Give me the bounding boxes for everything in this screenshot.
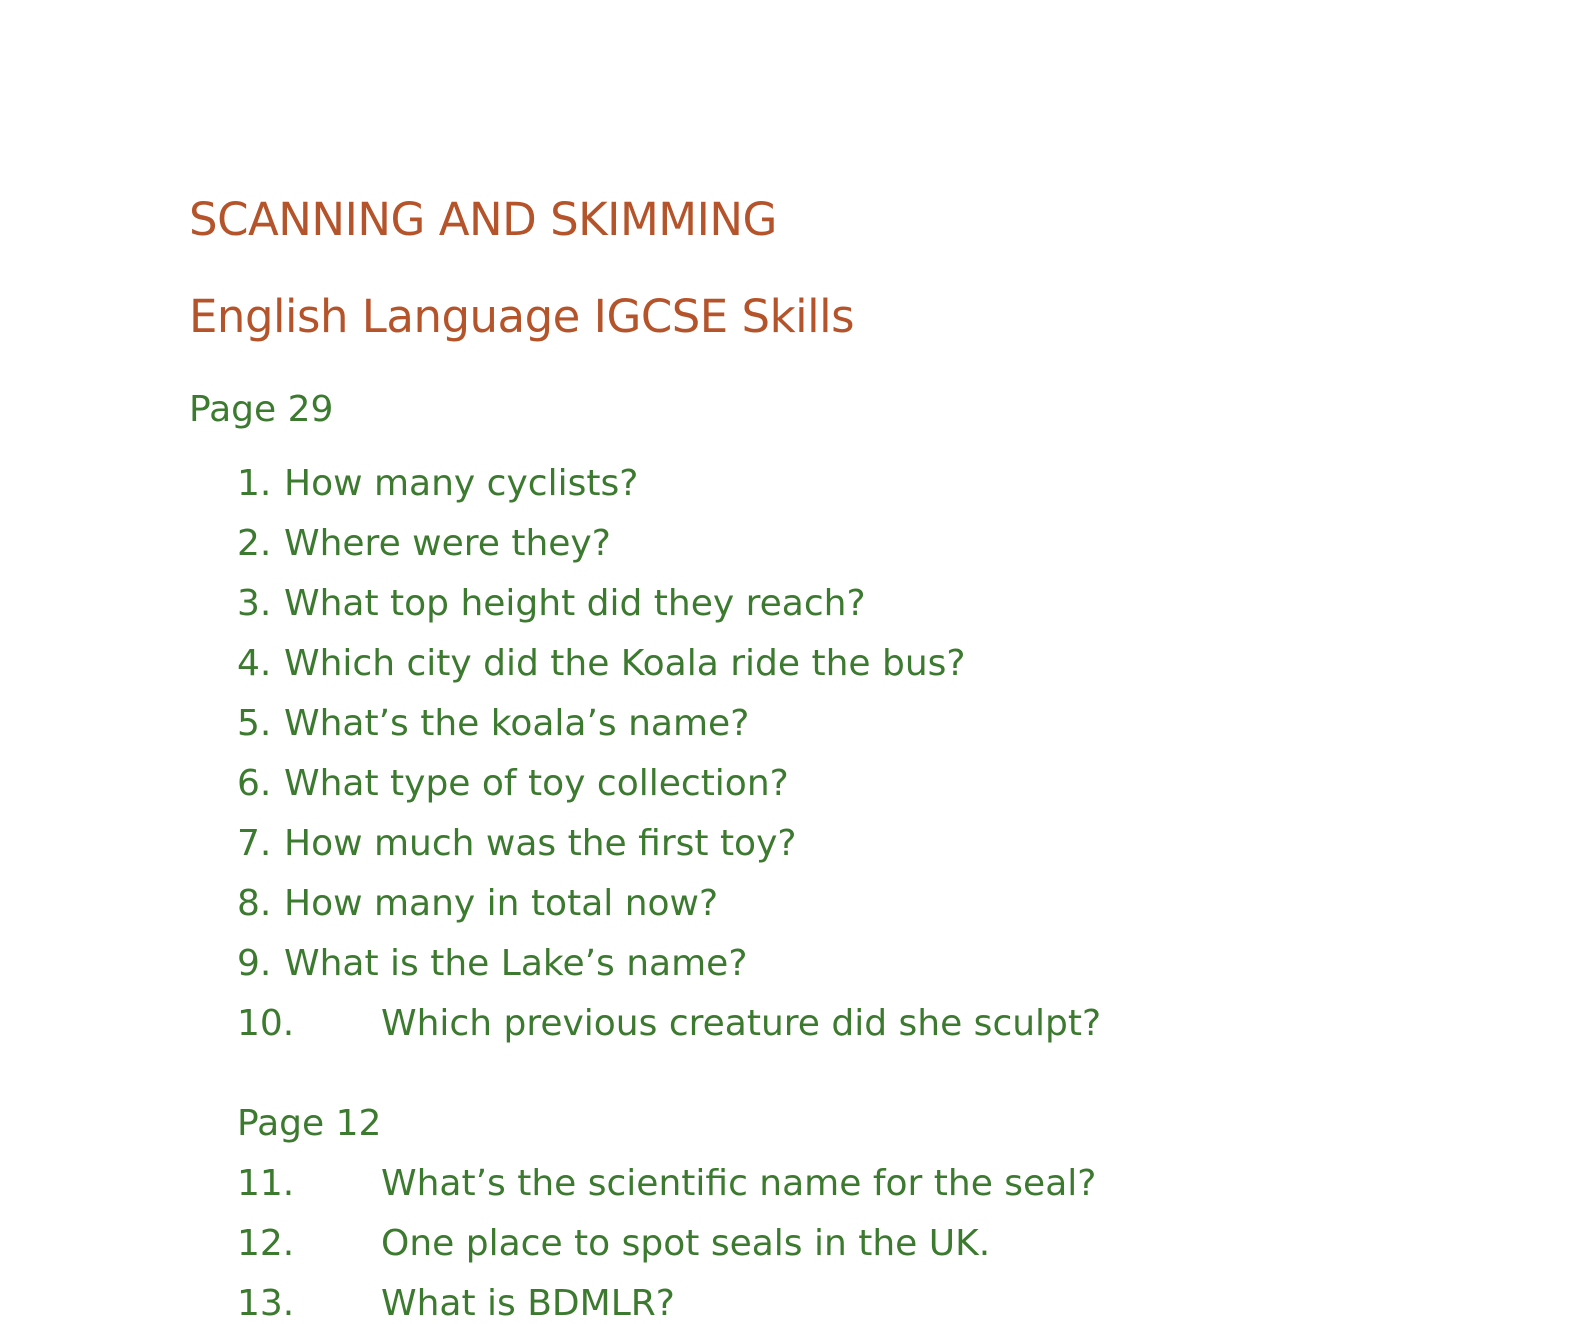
question-text: What is BDMLR? — [381, 1283, 675, 1324]
question-number: 13. — [237, 1283, 295, 1324]
question-number: 8. — [237, 883, 272, 924]
question-text: What type of toy collection? — [284, 763, 789, 804]
question-number: 7. — [237, 823, 272, 864]
question-number: 1. — [237, 463, 272, 504]
question-number: 12. — [237, 1223, 295, 1264]
question-text: What is the Lake’s name? — [284, 943, 748, 984]
question-text: What top height did they reach? — [284, 583, 866, 624]
question-number: 5. — [237, 703, 272, 744]
question-number: 3. — [237, 583, 272, 624]
question-number: 11. — [237, 1163, 295, 1204]
question-text: Which previous creature did she sculpt? — [381, 1003, 1102, 1044]
question-text: How much was the first toy? — [284, 823, 797, 864]
section-label-page-12: Page 12 — [237, 1103, 382, 1144]
question-text: Which city did the Koala ride the bus? — [284, 643, 966, 684]
question-number: 4. — [237, 643, 272, 684]
question-text: What’s the scientific name for the seal? — [381, 1163, 1097, 1204]
question-text: How many in total now? — [284, 883, 719, 924]
document-subtitle: English Language IGCSE Skills — [189, 290, 855, 343]
question-text: How many cyclists? — [284, 463, 639, 504]
question-text: One place to spot seals in the UK. — [381, 1223, 991, 1264]
question-number: 6. — [237, 763, 272, 804]
section-label-page-29: Page 29 — [189, 389, 334, 430]
question-text: What’s the koala’s name? — [284, 703, 750, 744]
question-text: Where were they? — [284, 523, 611, 564]
document-title: SCANNING AND SKIMMING — [189, 193, 777, 246]
question-number: 9. — [237, 943, 272, 984]
question-number: 10. — [237, 1003, 295, 1044]
question-number: 2. — [237, 523, 272, 564]
